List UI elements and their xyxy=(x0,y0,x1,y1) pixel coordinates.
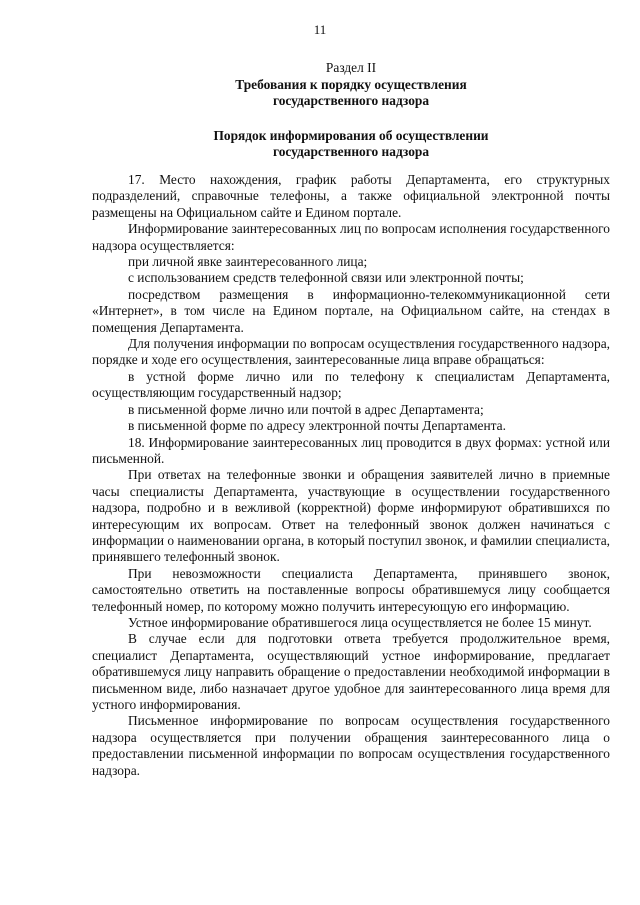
paragraph-phone-answers: При ответах на телефонные звонки и обращения заявителей лично в приемные часы специалисты Департамента, участвующие в осуществлении государственного надзора, подробно и в вежливой (корректной) форме информируют обратившихся по интересующим их вопросам. Ответ на телефонный звонок должен начинаться с информации о наименовании органа, в который поступил звонок, и фамилии специалиста, принявшего телефонный звонок. xyxy=(92,467,610,565)
subsection-title xyxy=(92,128,610,161)
paragraph-unable-to-answer: При невозможности специалиста Департамента, принявшего звонок, самостоятельно ответить на поставленные вопросы обратившемуся лицу сообщается телефонный номер, по которому можно получить интересующую его информацию. xyxy=(92,565,610,614)
section-label: Раздел II xyxy=(325,60,377,75)
page-number: 11 xyxy=(313,22,327,37)
list-item-oral-form: в устной форме лично или по телефону к специалистам Департамента, осуществляющим государственный надзор; xyxy=(92,368,610,401)
paragraph-17-location: 17. Место нахождения, график работы Департамента, его структурных подразделений, справочные телефоны, а также официальной электронной почты размещены на Официальном сайте и Едином портале. xyxy=(92,172,610,220)
paragraph-informing-intro: Информирование заинтересованных лиц по вопросам исполнения государственного надзора осуществляется: xyxy=(92,221,610,253)
list-item-personal-visit: при личной явке заинтересованного лица; xyxy=(128,254,368,270)
body-text xyxy=(92,172,610,779)
paragraph-oral-duration: Устное информирование обратившегося лица осуществляется не более 15 минут. xyxy=(128,614,592,630)
section-title-line-1: Требования к порядку осуществления xyxy=(235,77,467,92)
paragraph-long-preparation: В случае если для подготовки ответа требуется продолжительное время, специалист Департамента, осуществляющий устное информирование, предлагает обратившемуся лицу направить обращение о предоставлении необходимой информации в письменном виде, либо назначает другое удобное для заинтересованного лица время для устного информирования. xyxy=(92,631,610,712)
paragraph-18-forms: 18. Информирование заинтересованных лиц проводится в двух формах: устной или письменной. xyxy=(92,434,610,466)
paragraph-written-informing: Письменное информирование по вопросам осуществления государственного надзора осуществляется при получении обращения заинтересованного лица о предоставлении письменной информации по вопросам осуществления государственного надзора. xyxy=(92,713,610,778)
section-title-line-2: государственного надзора xyxy=(272,93,430,109)
paragraph-obtaining-info: Для получения информации по вопросам осуществления государственного надзора, порядке и ходе его осуществления, заинтересованные лица вправе обращаться: xyxy=(92,336,610,368)
subsection-title-line-1: Порядок информирования об осуществлении xyxy=(213,128,489,143)
list-item-written-email: в письменной форме по адресу электронной почты Департамента. xyxy=(128,418,506,434)
subsection-title-line-2: государственного надзора xyxy=(272,144,430,160)
list-item-phone-email: с использованием средств телефонной связи или электронной почты; xyxy=(128,270,524,286)
section-title xyxy=(92,77,610,110)
list-item-internet: посредством размещения в информационно-телекоммуникационной сети «Интернет», в том числе на Едином портале, на Официальном сайте, на стендах в помещения Департамента. xyxy=(92,286,610,335)
list-item-written-mail: в письменной форме лично или почтой в адрес Департамента; xyxy=(128,401,484,417)
